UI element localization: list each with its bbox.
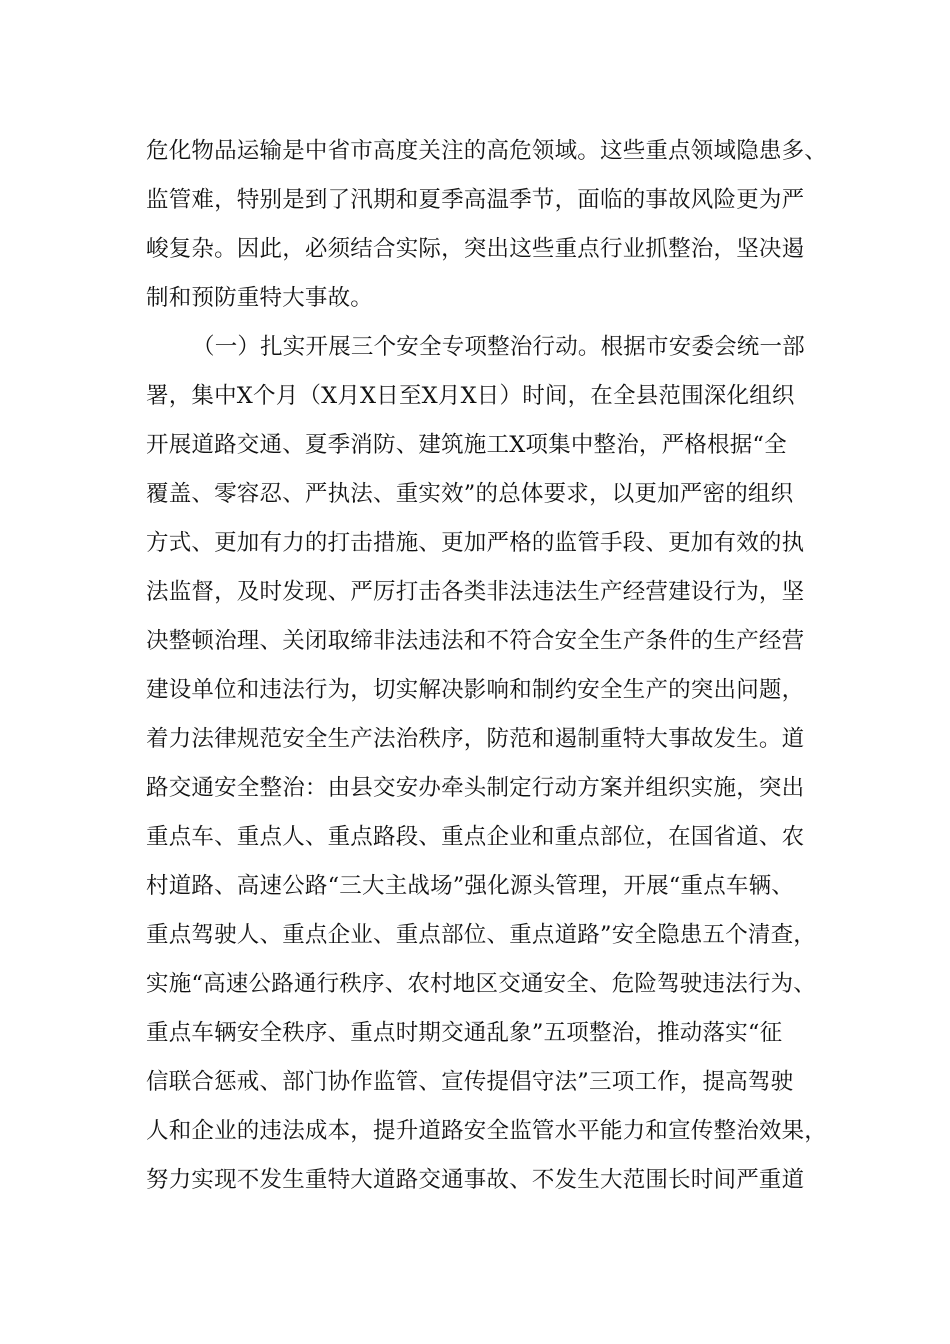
text-line: 法监督，及时发现、严厉打击各类非法违法生产经营建设行为，坚 [146, 579, 805, 605]
text-line: 覆盖、零容忍、严执法、重实效”的总体要求，以更加严密的组织 [146, 481, 794, 507]
text-line: 村道路、高速公路“三大主战场”强化源头管理，开展“重点车辆、 [146, 873, 795, 899]
text-line: 重点车、重点人、重点路段、重点企业和重点部位，在国省道、农 [146, 824, 805, 850]
text-line: 努力实现不发生重特大道路交通事故、不发生大范围长时间严重道 [146, 1167, 805, 1193]
body-text [146, 127, 846, 1205]
text-line: 信联合惩戒、部门协作监管、宣传提倡守法”三项工作，提高驾驶 [146, 1069, 794, 1095]
text-line: 人和企业的违法成本，提升道路安全监管水平能力和宣传整治效果， [146, 1118, 828, 1144]
text-line: 建设单位和违法行为，切实解决影响和制约安全生产的突出问题， [146, 677, 805, 703]
text-line: 路交通安全整治：由县交安办牵头制定行动方案并组织实施，突出 [146, 775, 805, 801]
text-line: 开展道路交通、夏季消防、建筑施工X项集中整治，严格根据“全 [146, 432, 787, 458]
text-line: 决整顿治理、关闭取缔非法违法和不符合安全生产条件的生产经营 [146, 628, 805, 654]
text-line: 重点驾驶人、重点企业、重点部位、重点道路”安全隐患五个清查， [146, 922, 817, 948]
text-line: 危化物品运输是中省市高度关注的高危领域。这些重点领域隐患多、 [146, 138, 828, 164]
section-heading-line: （一）扎实开展三个安全专项整治行动。根据市安委会统一部 [192, 334, 805, 360]
text-line: 着力法律规范安全生产法治秩序，防范和遏制重特大事故发生。道 [146, 726, 805, 752]
text-line: 实施“高速公路通行秩序、农村地区交通安全、危险驾驶违法行为、 [146, 971, 817, 997]
text-line: 方式、更加有力的打击措施、更加严格的监管手段、更加有效的执 [146, 530, 805, 556]
text-line: 重点车辆安全秩序、重点时期交通乱象”五项整治，推动落实“征 [146, 1020, 783, 1046]
text-line: 峻复杂。因此，必须结合实际，突出这些重点行业抓整治，坚决遏 [146, 236, 805, 262]
text-line: 制和预防重特大事故。 [146, 285, 374, 311]
text-line: 署，集中X个月（X月X日至X月X日）时间，在全县范围深化组织 [146, 383, 795, 409]
text-line: 监管难，特别是到了汛期和夏季高温季节，面临的事故风险更为严 [146, 187, 805, 213]
